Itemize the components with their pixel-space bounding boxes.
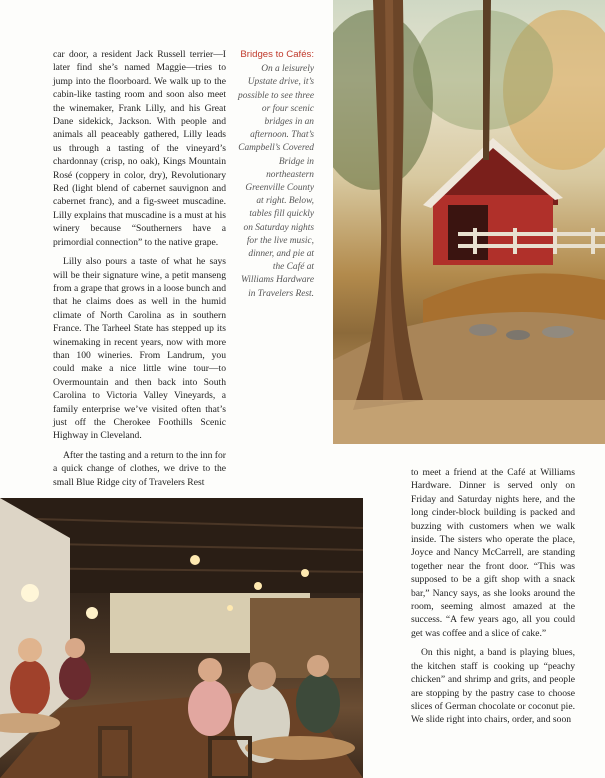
paragraph: car door, a resident Jack Russell terrier—I later find she’s named Maggie—tries to jump into the floorboard. We walk up to the cabin-like tasting room and soon also meet the winemaker, Frank Lilly, and his Great Dane sidekick, Jackson. With people and animals all peaceably gathered, Lilly leads us through a tasting of the vineyard’s chardonnay (crisp, no oak), Kings Mountain Rosé (coppery in color, dry), Revolutionary Red (light blend of cabernet sauvignon and cabernet franc), and a fig-sweet muscadine. Lilly explains that muscadine is a must at his winery because “Southerners have a primordial connection” to the native grape. [53, 49, 226, 248]
paragraph: On this night, a band is playing blues, the kitchen staff is cooking up “peachy chicken” and shrimp and grits, and people are stopping by the pastry case to choose slices of German chocolate or coconut pie. We slide right into chairs, order, and soon [411, 647, 575, 726]
photo-caption-sidebar [238, 48, 314, 301]
cafe-interior-photo [0, 498, 363, 778]
paragraph: to meet a friend at the Café at Williams Hardware. Dinner is served only on Friday and Saturday nights here, and the long cinder-block building is packed and buzzing with customers when we walk inside. The sisters who operate the place, Joyce and Nancy McCarrell, are standing together near the front door. “This was supposed to be a gift shop with a snack bar,” Nancy says, as she looks around the room, seeming almost amazed at the success. “A few years ago, all you could get was coffee and a slice of cake.” [411, 467, 575, 639]
cafe-interior-illustration [0, 498, 363, 778]
caption-text: On a leisurely Upstate drive, it’s possible to see three or four scenic bridges in an afternoon. That’s Campbell’s Covered Bridge in northeastern Greenville County at right. Below, tables fill quickly on Saturday nights for the live music, dinner, and pie at the Café at Williams Hardware in Travelers Rest. [238, 64, 314, 299]
covered-bridge-illustration [333, 0, 605, 444]
left-text-column [53, 48, 226, 489]
right-text-column [411, 466, 575, 727]
paragraph: Lilly also pours a taste of what he says will be their signature wine, a petit manseng from a grape that grows in a loose bunch and that he claims does as well in the humid climate of North Carolina as in southern France. The Tarheel State has stepped up its winemaking in recent years, now with more than 100 wineries. From Landrum, you could make a nice little wine tour—to Overmountain and then back into South Carolina to Victoria Valley Vineyards, a family enterprise we’ve visited often that’s just off the Cherokee Foothills Scenic Highway in Cleveland. [53, 256, 226, 442]
paragraph: After the tasting and a return to the inn for a quick change of clothes, we drive to the small Blue Ridge city of Travelers Rest [53, 449, 226, 488]
covered-bridge-photo [333, 0, 605, 444]
caption-title: Bridges to Cafés: [240, 49, 314, 60]
